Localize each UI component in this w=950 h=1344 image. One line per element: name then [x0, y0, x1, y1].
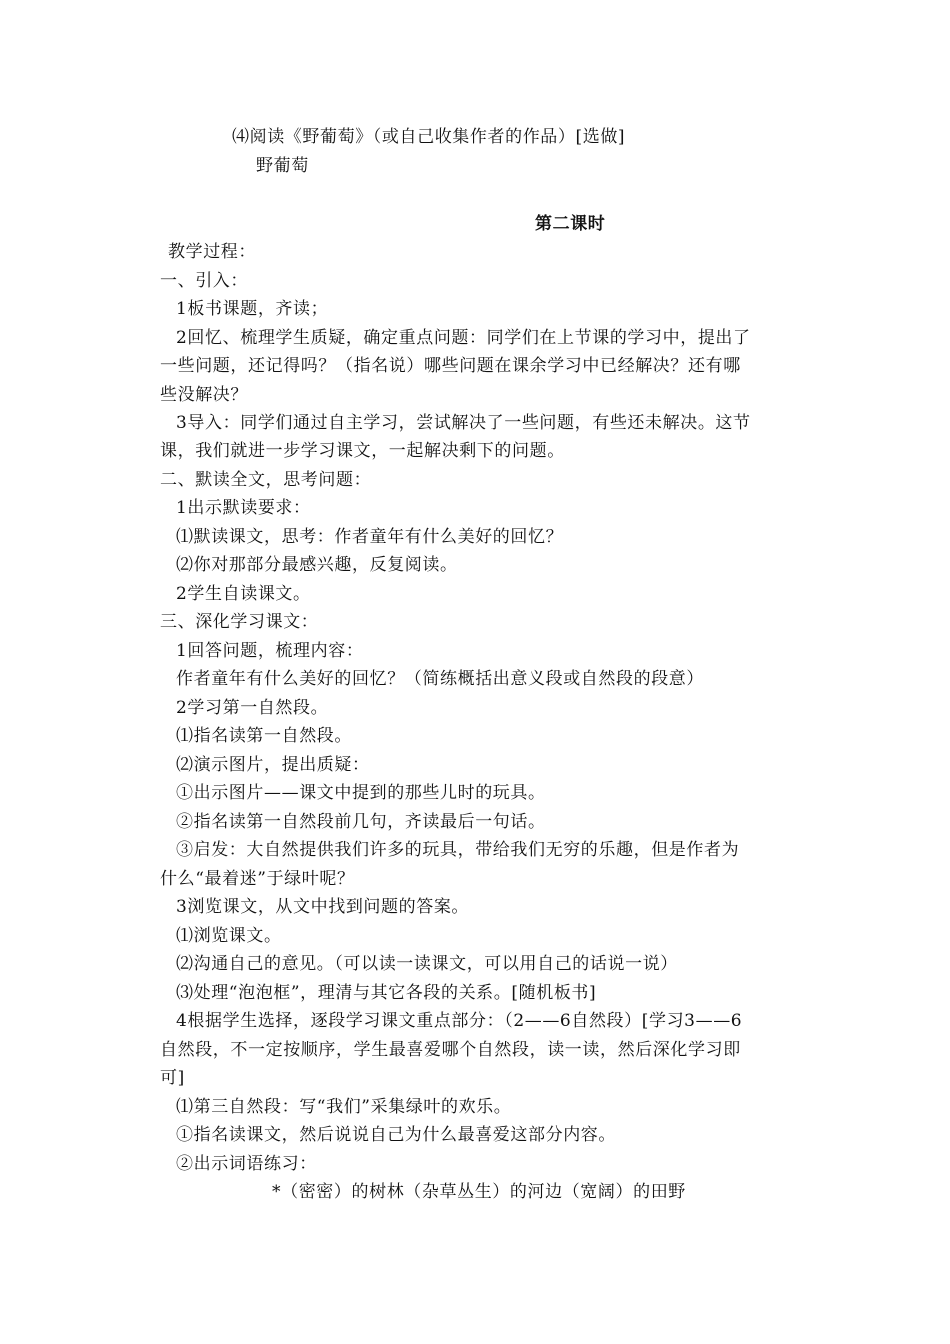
- text-line: 些没解决？: [160, 385, 248, 405]
- text-line: 作者童年有什么美好的回忆？（简练概括出意义段或自然段的段意）: [176, 669, 704, 689]
- text-line: 野葡萄: [256, 156, 309, 176]
- text-line: 2学习第一自然段。: [176, 698, 329, 718]
- section-heading: 第二课时: [535, 214, 606, 234]
- text-line: 3浏览课文，从文中找到问题的答案。: [176, 897, 470, 917]
- text-line: ⑵你对那部分最感兴趣，反复阅读。: [176, 555, 458, 575]
- text-line: ②出示词语练习：: [176, 1154, 317, 1174]
- text-line: 4根据学生选择，逐段学习课文重点部分：（2——6自然段）[学习3——6: [176, 1011, 743, 1031]
- text-line: ③启发：大自然提供我们许多的玩具，带给我们无穷的乐趣，但是作者为: [176, 840, 740, 860]
- text-line: ⑵演示图片，提出质疑：: [176, 755, 370, 775]
- text-line: 2学生自读课文。: [176, 584, 311, 604]
- text-line: ①指名读课文，然后说说自己为什么最喜爱这部分内容。: [176, 1125, 616, 1145]
- text-line: 教学过程：: [168, 242, 256, 262]
- text-line: 2回忆、梳理学生质疑，确定重点问题：同学们在上节课的学习中，提出了: [176, 328, 751, 348]
- text-line: 三、深化学习课文：: [160, 612, 319, 632]
- text-line: ⑴第三自然段：写“我们”采集绿叶的欢乐。: [176, 1097, 512, 1117]
- text-line: ⑴默读课文，思考：作者童年有什么美好的回忆？: [176, 527, 564, 547]
- text-line: ⑵沟通自己的意见。（可以读一读课文，可以用自己的话说一说）: [176, 954, 678, 974]
- text-line: 可]: [160, 1068, 185, 1088]
- text-line: ⑴指名读第一自然段。: [176, 726, 352, 746]
- text-line: 1回答问题，梳理内容：: [176, 641, 364, 661]
- text-line: 一些问题，还记得吗？（指名说）哪些问题在课余学习中已经解决？还有哪: [160, 356, 741, 376]
- text-line: ②指名读第一自然段前几句，齐读最后一句话。: [176, 812, 546, 832]
- text-line: 1板书课题，齐读；: [176, 299, 329, 319]
- text-line: 3导入：同学们通过自主学习，尝试解决了一些问题，有些还未解决。这节: [176, 413, 751, 433]
- text-line: 二、默读全文，思考问题：: [160, 470, 372, 490]
- text-line: 什么“最着迷”于绿叶呢？: [160, 869, 355, 889]
- text-line: ①出示图片——课文中提到的那些儿时的玩具。: [176, 783, 546, 803]
- text-line: *（密密）的树林（杂草丛生）的河边（宽阔）的田野: [272, 1182, 686, 1202]
- text-line: 课，我们就进一步学习课文，一起解决剩下的问题。: [160, 441, 565, 461]
- text-line: 1出示默读要求：: [176, 498, 311, 518]
- text-line: ⑴浏览课文。: [176, 926, 282, 946]
- text-line: ⑷阅读《野葡萄》（或自己收集作者的作品）[选做]: [232, 127, 626, 147]
- text-line: 一、引入：: [160, 271, 248, 291]
- text-line: ⑶处理“泡泡框”，理清与其它各段的关系。[随机板书]: [176, 983, 597, 1003]
- text-line: 自然段，不一定按顺序，学生最喜爱哪个自然段，读一读，然后深化学习即: [160, 1040, 741, 1060]
